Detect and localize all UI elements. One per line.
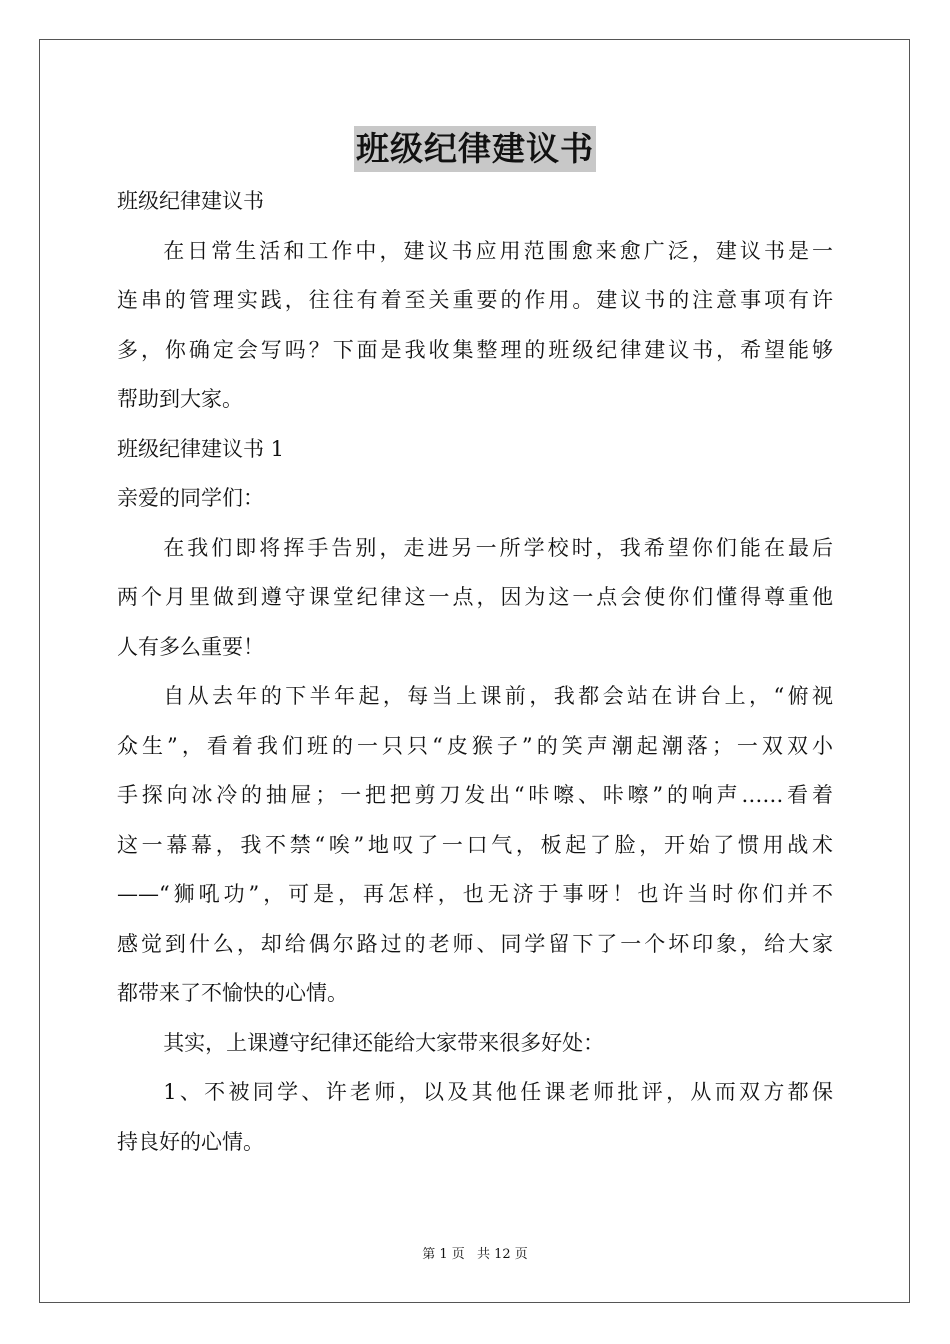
paragraph-line: 众生”，看着我们班的一只只“皮猴子”的笑声潮起潮落；一双双小: [117, 733, 833, 758]
paragraph-line: 在日常生活和工作中，建议书应用范围愈来愈广泛，建议书是一: [163, 238, 833, 263]
paragraph-line: 人有多么重要！: [117, 634, 264, 659]
subtitle-line: 班级纪律建议书: [117, 189, 264, 213]
title-wrap: [0, 126, 950, 172]
paragraph-line: 帮助到大家。: [117, 387, 243, 411]
paragraph-line: 多，你确定会写吗？下面是我收集整理的班级纪律建议书，希望能够: [117, 337, 833, 362]
paragraph-line: 持良好的心情。: [117, 1129, 264, 1154]
paragraph-line: 1、不被同学、许老师，以及其他任课老师批评，从而双方都保: [163, 1080, 833, 1104]
document-body: [117, 177, 833, 1167]
paragraph-line: ——“狮吼功”，可是，再怎样，也无济于事呀！也许当时你们并不: [117, 882, 833, 906]
document-title: 班级纪律建议书: [354, 126, 596, 172]
salutation-line: 亲爱的同学们：: [117, 486, 264, 510]
paragraph-line: 连串的管理实践，往往有着至关重要的作用。建议书的注意事项有许: [117, 288, 833, 312]
paragraph-line: 感觉到什么，却给偶尔路过的老师、同学留下了一个坏印象，给大家: [117, 931, 833, 956]
paragraph-line: 两个月里做到遵守课堂纪律这一点，因为这一点会使你们懂得尊重他: [117, 585, 833, 609]
paragraph-line: 手探向冰冷的抽屉；一把把剪刀发出“咔嚓、咔嚓”的响声……看着: [117, 783, 833, 807]
paragraph-line: 自从去年的下半年起，每当上课前，我都会站在讲台上，“俯视: [163, 684, 833, 708]
page-footer: [0, 1246, 950, 1264]
paragraph-line: 在我们即将挥手告别，走进另一所学校时，我希望你们能在最后: [163, 535, 833, 560]
page-number: 第 1 页: [422, 1247, 465, 1262]
page-total: 共 12 页: [476, 1247, 528, 1262]
paragraph-line: 其实，上课遵守纪律还能给大家带来很多好处：: [163, 1030, 605, 1055]
paragraph-line: 都带来了不愉快的心情。: [117, 981, 348, 1005]
paragraph-line: 这一幕幕，我不禁“唉”地叹了一口气，板起了脸，开始了惯用战术: [117, 832, 833, 857]
section-heading: 班级纪律建议书 1: [117, 436, 285, 461]
